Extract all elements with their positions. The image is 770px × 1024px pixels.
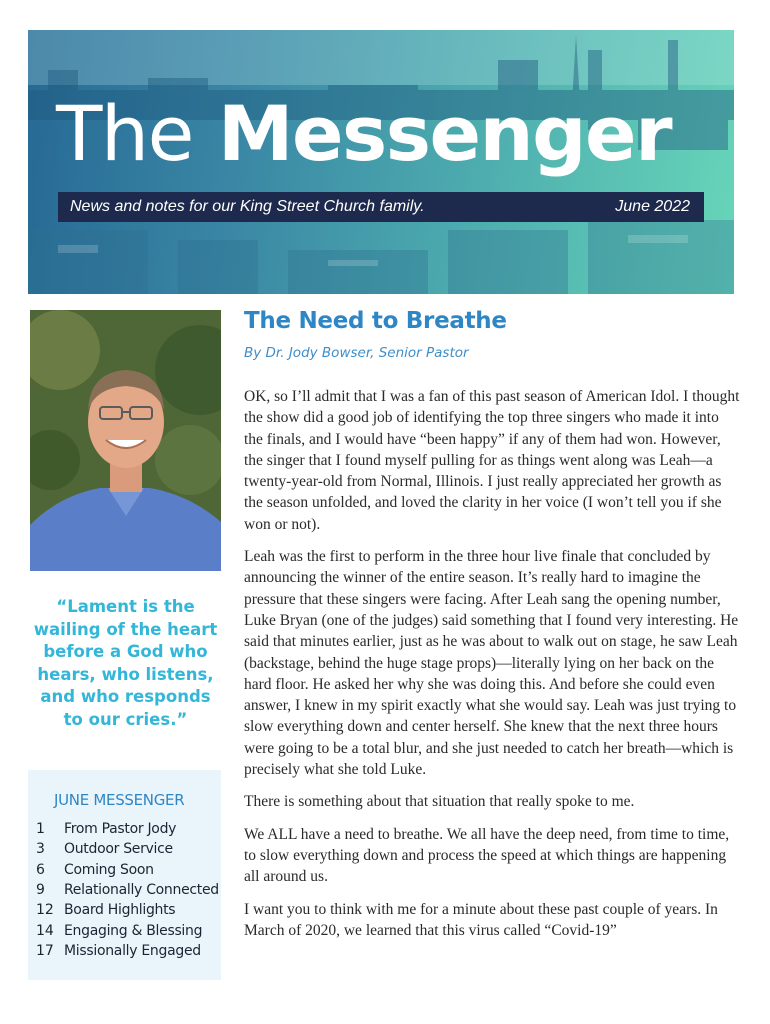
article-paragraph: I want you to think with me for a minute about these past couple of years. In March of 2020, we learned that this virus called “Covid-19” bbox=[244, 900, 718, 939]
toc-label: Coming Soon bbox=[64, 861, 154, 878]
toc-item bbox=[36, 900, 219, 920]
tagline-bar bbox=[58, 192, 704, 222]
toc-item bbox=[36, 920, 219, 940]
toc-page-number: 9 bbox=[36, 882, 45, 899]
toc-title: JUNE MESSENGER bbox=[54, 791, 185, 809]
table-of-contents bbox=[28, 770, 221, 980]
toc-item bbox=[36, 839, 219, 859]
title-word-messenger: Messenger bbox=[217, 89, 672, 178]
toc-label: From Pastor Jody bbox=[64, 821, 177, 838]
article-paragraph: There is something about that situation that really spoke to me. bbox=[244, 793, 635, 811]
toc-item bbox=[36, 880, 219, 900]
article-body bbox=[244, 386, 740, 952]
toc-label: Outdoor Service bbox=[64, 841, 173, 858]
toc-page-number: 14 bbox=[36, 922, 54, 939]
toc-page-number: 3 bbox=[36, 841, 45, 858]
toc-item bbox=[36, 941, 219, 961]
title-word-the: The bbox=[56, 89, 193, 178]
issue-date: June 2022 bbox=[615, 198, 690, 215]
toc-page-number: 6 bbox=[36, 861, 45, 878]
toc-label: Board Highlights bbox=[64, 902, 176, 919]
article-paragraph: OK, so I’ll admit that I was a fan of this past season of American Idol. I thought the show did a good job of identifying the top three singers who made it into the finals, and I would have “been happy” if any of them had won. However, the singer that I found myself pulling for as things went along was Leah—a twenty-year-old from Normal, Illinois. I just really appreciated her growth as the season unfolded, and loved the clarity in her voice (I won’t tell you if she won or not). bbox=[244, 388, 740, 533]
toc-page-number: 12 bbox=[36, 902, 54, 919]
newsletter-title bbox=[56, 89, 672, 178]
toc-label: Relationally Connected bbox=[64, 882, 219, 899]
toc-list bbox=[36, 819, 219, 961]
pull-quote: “Lament is the wailing of the heart before a God who hears, who listens, and who responds to our cries.” bbox=[33, 597, 218, 729]
tagline: News and notes for our King Street Church family. bbox=[70, 198, 425, 215]
masthead-banner bbox=[28, 30, 734, 294]
article-byline: By Dr. Jody Bowser, Senior Pastor bbox=[244, 345, 469, 361]
toc-page-number: 1 bbox=[36, 821, 45, 838]
toc-item bbox=[36, 860, 219, 880]
toc-label: Engaging & Blessing bbox=[64, 922, 203, 939]
toc-item bbox=[36, 819, 219, 839]
article-paragraph: We ALL have a need to breathe. We all have the deep need, from time to time, to slow everything down and process the speed at which things are happening all around us. bbox=[244, 825, 730, 886]
toc-label: Missionally Engaged bbox=[64, 942, 201, 959]
article-paragraph: Leah was the first to perform in the three hour live finale that concluded by announcing the winner of the entire season. It’s really hard to imagine the pressure that these singers were facing. After Leah sang the opening number, Luke Bryan (one of the judges) said something that I found very interesting. He said that minutes earlier, just as he was about to walk out on stage, he saw Leah (backstage, behind the huge stage props)—literally lying on her back on the hard floor. He asked her why she was doing this. And before she could even answer, I knew in my spirit exactly what she would say. Leah was just trying to slow everything down and center herself. She knew that the next three hours were going to be a total blur, and she just needed to catch her breath—which is precisely what she told Luke. bbox=[244, 548, 739, 779]
article-title: The Need to Breathe bbox=[244, 308, 507, 334]
pastor-photo bbox=[30, 310, 221, 571]
toc-page-number: 17 bbox=[36, 942, 54, 959]
